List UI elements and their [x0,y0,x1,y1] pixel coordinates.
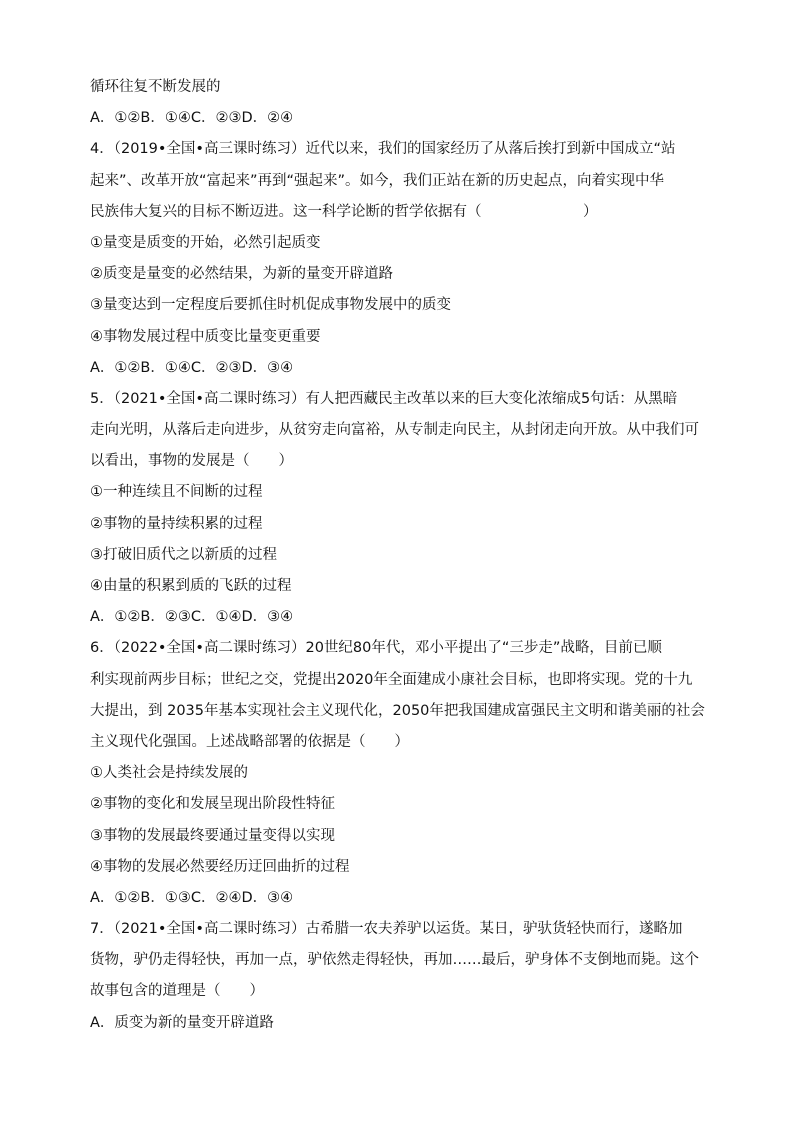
document-page [90,72,710,1039]
question-4-statement-4: ④事物发展过程中质变比量变更重要 [90,328,321,345]
question-4-statement-2: ②质变是量变的必然结果，为新的量变开辟道路 [90,266,393,283]
question-5-stem-line-1: 5．（2021•全国•高二课时练习）有人把西藏民主改革以来的巨大变化浓缩成5句话：从黑暗 [90,390,678,407]
question-6-stem-line-2: 利实现前两步目标；世纪之交，党提出2020年全面建成小康社会目标，也即将实现。党的十九 [90,671,693,688]
answer-option-q7-a: A．质变为新的量变开辟道路 [90,1014,274,1031]
question-6-statement-3: ③事物的发展最终要通过量变得以实现 [90,827,335,844]
answer-options-q6: A．①②B．①③C．②④D．③④ [90,889,294,906]
question-4-statement-3: ③量变达到一定程度后要抓住时机促成事物发展中的质变 [90,297,451,314]
question-5-statement-2: ②事物的量持续积累的过程 [90,515,263,532]
question-6-statement-1: ①人类社会是持续发展的 [90,765,248,782]
question-7-stem-line-2: 货物，驴仍走得轻快，再加一点，驴依然走得轻快，再加……最后，驴身体不支倒地而毙。这个 [90,952,699,969]
question-6-statement-4: ④事物的发展必然要经历迂回曲折的过程 [90,858,350,875]
question-6-statement-2: ②事物的变化和发展呈现出阶段性特征 [90,796,335,813]
question-7-stem-line-1: 7．（2021•全国•高二课时练习）古希腊一农夫养驴以运货。某日，驴驮货轻快而行，遂略加 [90,921,683,938]
question-4-stem-line-1: 4．（2019•全国•高三课时练习）近代以来，我们的国家经历了从落后挨打到新中国成立“站 [90,141,676,158]
question-4-statement-1: ①量变是质变的开始，必然引起质变 [90,234,321,251]
answer-options-q5: A．①②B．②③C．①④D．③④ [90,609,294,626]
question-5-stem-line-2: 走向光明，从落后走向进步，从贫穷走向富裕，从专制走向民主，从封闭走向开放。从中我们可 [90,422,699,439]
answer-options-q3: A．①②B．①④C．②③D．②④ [90,110,294,127]
question-7-stem-line-3: 故事包含的道理是（ ） [90,983,264,1000]
question-6-stem-line-1: 6．（2022•全国•高二课时练习）20世纪80年代，邓小平提出了“三步走”战略，目前已顺 [90,640,662,657]
question-4-stem-line-2: 起来”、改革开放“富起来”再到“强起来”。如今，我们正站在新的历史起点，向着实现中华 [90,172,665,189]
question-5-stem-line-3: 以看出，事物的发展是（ ） [90,453,293,470]
question-6-stem-line-3: 大提出，到 2035年基本实现社会主义现代化，2050年把我国建成富强民主文明和谐美丽的社会 [90,702,705,719]
question-5-statement-3: ③打破旧质代之以新质的过程 [90,546,277,563]
question-6-stem-line-4: 主义现代化强国。上述战略部署的依据是（ ） [90,733,409,750]
answer-options-q4: A．①②B．①④C．②③D．③④ [90,359,294,376]
question-5-statement-4: ④由量的积累到质的飞跃的过程 [90,578,292,594]
question-4-stem-line-3: 民族伟大复兴的目标不断迈进。这一科学论断的哲学依据有（ ） [90,203,598,220]
text-line-1: 循环往复不断发展的 [90,79,221,95]
question-5-statement-1: ①一种连续且不间断的过程 [90,484,263,501]
